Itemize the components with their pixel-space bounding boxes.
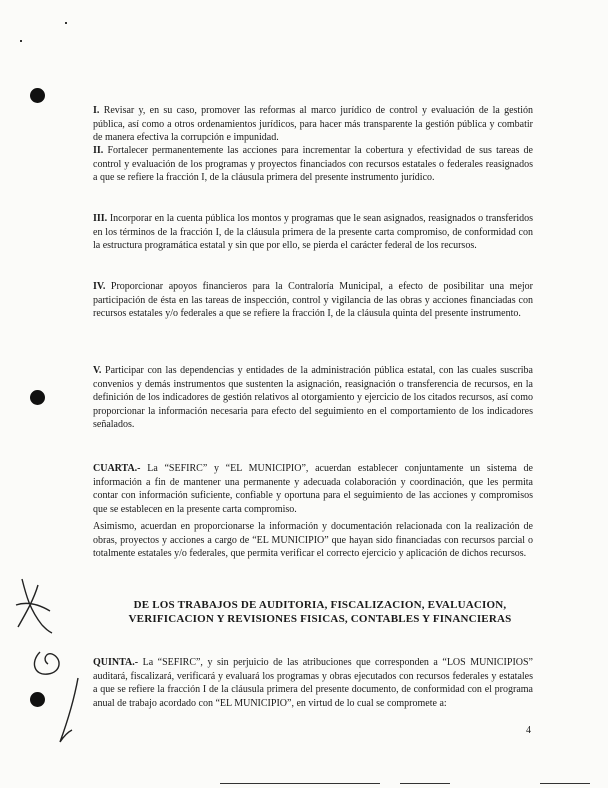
clause-item-5 [93, 364, 533, 432]
scan-edge-line [220, 783, 380, 784]
clause-text: Incorporar en la cuenta pública los montos y programas que le sean asignados, reasignados o transferidos en los términos de la fracción I, de la cláusula primera de la presente carta compromiso, de conformidad con la estructura programática estatal y sin que por ello, se pierda el carácter federal de los recursos. [93, 213, 533, 252]
signature-mark-upper [8, 575, 58, 635]
clause-cuarta-continued [93, 520, 533, 561]
clause-number: QUINTA.- [93, 657, 139, 668]
clause-text: Fortalecer permanentemente las acciones para incrementar la cobertura y efectividad de sus tareas de control y evaluación de los programas y proyectos financiados con recursos estatales o federales reasignados a que se refiere la fracción I, de la cláusula primera del presente instrumento jurídico. [93, 145, 533, 184]
clause-number: CUARTA.- [93, 463, 141, 474]
binder-hole-middle [30, 390, 45, 405]
signature-mark-lower [28, 640, 88, 750]
clause-text: La “SEFIRC” y “EL MUNICIPIO”, acuerdan establecer conjuntamente un sistema de información a fin de mantener una permanente y adecuada colaboración y coordinación, que les permita contar con información suficiente, confiable y oportuna para el seguimiento de las acciones y compromisos que se establecen en la presente carta compromiso. [93, 463, 533, 515]
clause-item-3 [93, 212, 533, 253]
scan-edge-line [400, 783, 450, 784]
clause-text: Asimismo, acuerdan en proporcionarse la información y documentación relacionada con la realización de obras, proyectos y acciones a cargo de “EL MUNICIPIO” que hayan sido financiadas con recursos parcial o totalmente estatales y/o federales, que permita verificar el correcto ejercicio y aplicación de dichos recursos. [93, 521, 533, 560]
clause-cuarta [93, 462, 533, 516]
clause-item-4 [93, 280, 533, 321]
scan-mark [65, 22, 67, 24]
section-heading-line-2: VERIFICACION Y REVISIONES FISICAS, CONTABLES Y FINANCIERAS [128, 613, 512, 625]
section-heading [100, 598, 540, 626]
clause-item-2 [93, 144, 533, 185]
clause-text: Proporcionar apoyos financieros para la Contraloría Municipal, a efecto de posibilitar una mejor participación de ésta en las tareas de inspección, control y vigilancia de las obras y acciones financiadas con recursos estatales y/o federales a que se refiere la fracción I, de la cláusula quinta del presente instrumento. [93, 281, 533, 320]
clause-item-1 [93, 104, 533, 145]
clause-text: La “SEFIRC”, y sin perjuicio de las atribuciones que corresponden a “LOS MUNICIPIOS” auditará, fiscalizará, verificará y evaluará los programas y obras ejecutados con recursos federales y estatales a que se refiere la fracción I de la cláusula primera del presente documento, de conformidad con el programa anual de trabajo acordado con “EL MUNICIPIO”, en virtud de lo cual se compromete a: [93, 657, 533, 709]
scan-mark [20, 40, 22, 42]
section-heading-line-1: DE LOS TRABAJOS DE AUDITORIA, FISCALIZACION, EVALUACION, [133, 599, 507, 611]
binder-hole-top [30, 88, 45, 103]
clause-number: I. [93, 105, 100, 116]
clause-number: II. [93, 145, 104, 156]
clause-quinta [93, 656, 533, 710]
clause-number: V. [93, 365, 102, 376]
clause-number: IV. [93, 281, 106, 292]
page-number: 4 [526, 725, 531, 736]
clause-text: Revisar y, en su caso, promover las reformas al marco jurídico de control y evaluación de la gestión pública, así como a otros ordenamientos jurídicos, para hacer más transparente la gestión pública y combatir de manera efectiva la corrupción e impunidad. [93, 105, 533, 144]
clause-number: III. [93, 213, 108, 224]
clause-text: Participar con las dependencias y entidades de la administración pública estatal, con las cuales suscriba convenios y demás instrumentos que sustenten la asignación, reasignación o transferencia de recursos, en la definición de los indicadores de gestión relativos al otorgamiento y ejercicio de los citados recursos, así como proporcionar la información necesaria para efecto del seguimiento en el comportamiento de los indicadores señalados. [93, 365, 533, 431]
scan-edge-line [540, 783, 590, 784]
